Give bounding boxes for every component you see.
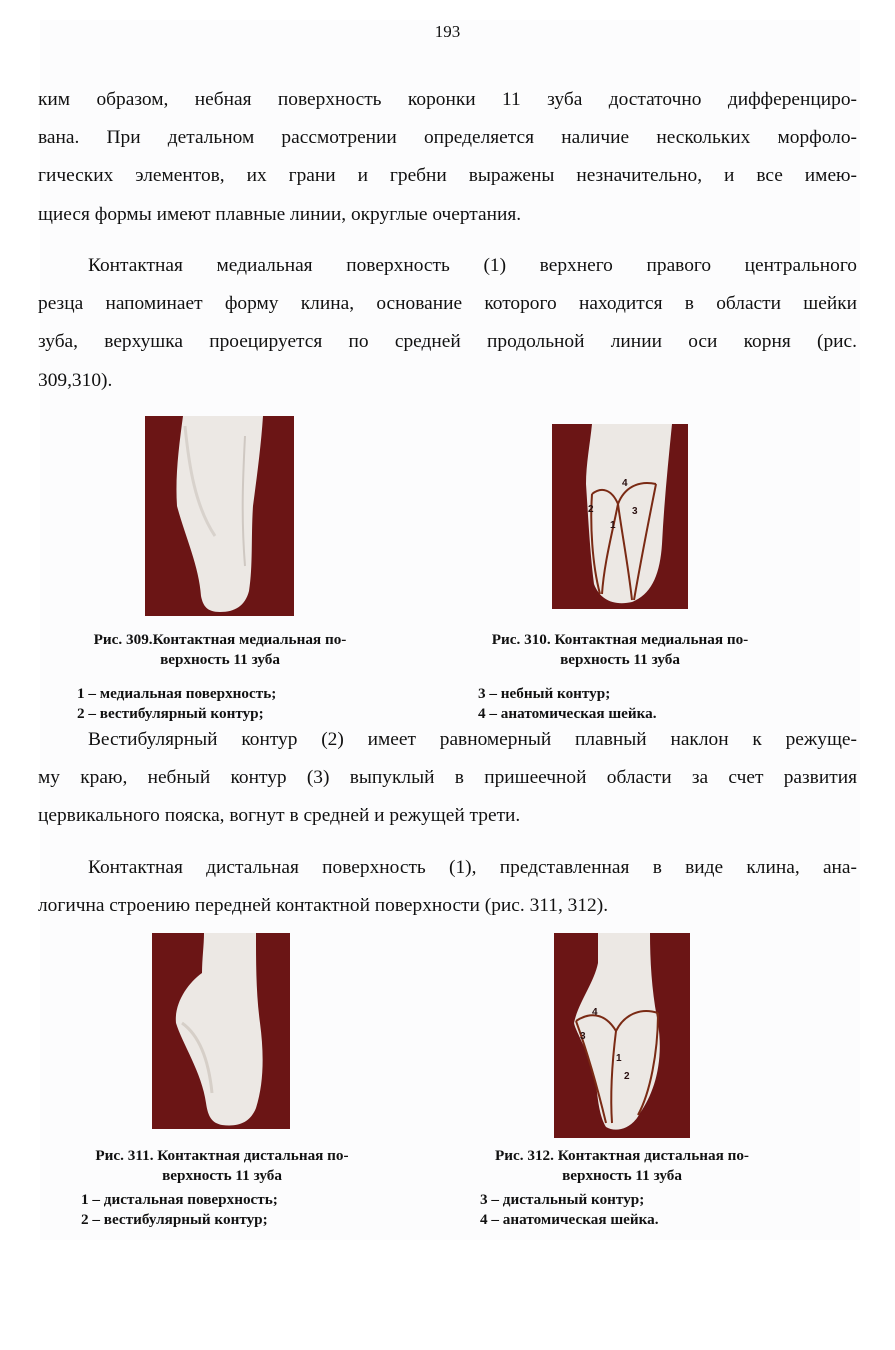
paragraph-2 <box>38 247 857 400</box>
caption-line: Рис. 311. Контактная дистальная по- <box>95 1147 349 1164</box>
text-line: Вестибулярный контур (2) имеет равномерный плавный наклон к режуще- <box>88 729 857 750</box>
text-line: Контактная медиальная поверхность (1) верхнего правого центрального <box>88 255 857 276</box>
paragraph-3 <box>38 721 857 836</box>
text-line: гических элементов, их грани и гребни выражены незначительно, и все имею- <box>38 165 857 187</box>
figure-label-3: 3 <box>580 1031 586 1042</box>
figure-309-310-legend-right <box>478 684 657 723</box>
text-line: вана. При детальном рассмотрении определяется наличие нескольких морфоло- <box>38 127 857 149</box>
text-line: зуба, верхушка проецируется по средней продольной линии оси корня (рис. <box>38 331 857 353</box>
legend-item: 2 – вестибулярный контур; <box>77 704 264 722</box>
figure-label-1: 1 <box>616 1053 622 1064</box>
caption-line: Рис. 309.Контактная медиальная по- <box>93 631 347 648</box>
figure-311-photo <box>152 933 290 1129</box>
figure-label-4: 4 <box>622 478 628 489</box>
figure-309-310-legend-left <box>77 684 276 723</box>
figure-label-3: 3 <box>632 506 638 517</box>
legend-item: 1 – дистальная поверхность; <box>81 1191 278 1208</box>
paragraph-1 <box>38 81 857 234</box>
caption-line: верхность 11 зуба <box>560 650 680 668</box>
figure-311-312-legend-left <box>81 1190 278 1229</box>
legend-item: 3 – небный контур; <box>478 685 611 702</box>
legend-item: 4 – анатомическая шейка. <box>480 1210 659 1228</box>
legend-item: 1 – медиальная поверхность; <box>77 685 277 702</box>
figure-310-photo <box>552 424 688 609</box>
legend-item: 3 – дистальный контур; <box>480 1191 645 1208</box>
caption-line: Рис. 312. Контактная дистальная по- <box>494 1147 749 1164</box>
page-number: 193 <box>434 22 461 41</box>
figure-309-photo <box>145 416 294 616</box>
text-line: му краю, небный контур (3) выпуклый в пришеечной области за счет развития <box>38 767 857 789</box>
legend-item: 2 – вестибулярный контур; <box>81 1210 268 1228</box>
caption-line: верхность 11 зуба <box>162 1166 282 1184</box>
caption-line: Рис. 310. Контактная медиальная по- <box>491 631 749 648</box>
caption-line: верхность 11 зуба <box>160 650 280 668</box>
figure-312-photo <box>554 933 690 1138</box>
figure-309-caption <box>40 630 400 669</box>
figure-label-2: 2 <box>624 1071 630 1082</box>
paragraph-4 <box>38 849 857 925</box>
legend-item: 4 – анатомическая шейка. <box>478 704 657 722</box>
text-line: 309,310). <box>38 369 113 391</box>
text-line: Контактная дистальная поверхность (1), представленная в виде клина, ана- <box>88 857 857 878</box>
text-line: резца напоминает форму клина, основание которого находится в области шейки <box>38 293 857 315</box>
text-line: логична строению передней контактной поверхности (рис. 311, 312). <box>38 895 609 917</box>
text-line: цервикального пояска, вогнут в средней и режущей трети. <box>38 805 521 827</box>
figure-311-caption <box>40 1146 404 1185</box>
figure-310-caption <box>440 630 800 669</box>
text-line: ким образом, небная поверхность коронки 11 зуба достаточно дифференциро- <box>38 89 857 110</box>
figure-312-caption <box>440 1146 804 1185</box>
figure-label-4: 4 <box>592 1007 598 1018</box>
text-line: щиеся формы имеют плавные линии, округлые очертания. <box>38 203 522 225</box>
figure-label-2: 2 <box>588 504 594 515</box>
figure-label-1: 1 <box>610 520 616 531</box>
figure-311-312-legend-right <box>480 1190 659 1229</box>
caption-line: верхность 11 зуба <box>562 1166 682 1184</box>
